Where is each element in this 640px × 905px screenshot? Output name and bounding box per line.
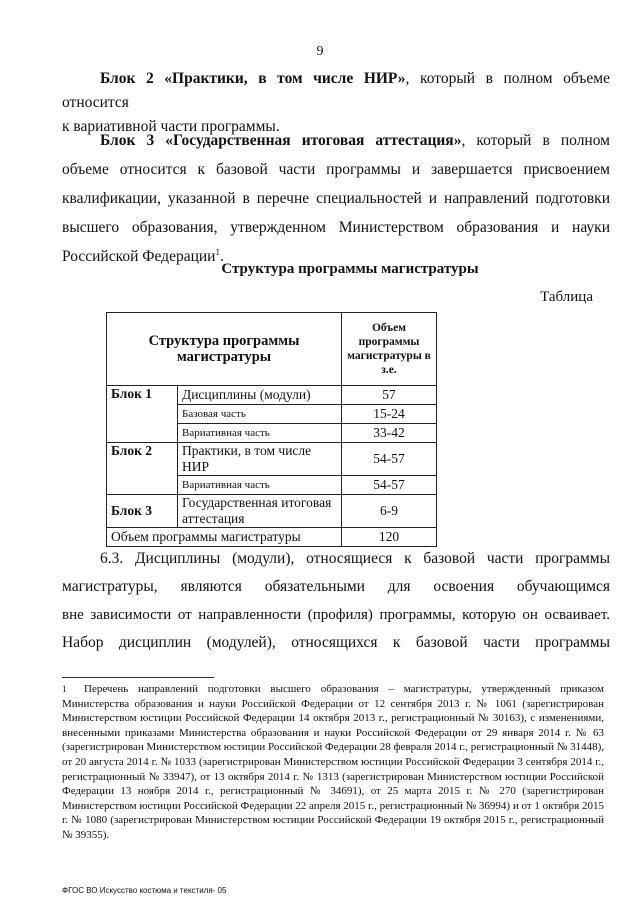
para-6-3-line2: магистратуры, являются обязательными для освоения обучающимся bbox=[62, 578, 610, 595]
table-row bbox=[107, 495, 437, 528]
block3-paragraph bbox=[62, 126, 610, 271]
value-cell: 54-57 bbox=[342, 476, 437, 495]
item-cell: Практики, в том числе НИР bbox=[178, 443, 342, 476]
item-cell: Дисциплины (модули) bbox=[178, 386, 342, 405]
block2-text-line2: к вариативной части программы. bbox=[62, 118, 280, 135]
header-volume: Объем программы магистратуры в з.е. bbox=[342, 313, 437, 386]
value-cell: 6-9 bbox=[342, 495, 437, 528]
table-total-row bbox=[107, 528, 437, 547]
item-cell: Вариативная часть bbox=[178, 424, 342, 443]
item-cell: Базовая часть bbox=[178, 405, 342, 424]
value-cell: 15-24 bbox=[342, 405, 437, 424]
paragraph-6-3 bbox=[62, 545, 610, 657]
para-6-3-line1: 6.3. Дисциплины (модули), относящиеся к базовой части программы bbox=[100, 550, 610, 567]
block2-text-line1: , который в полном объеме относится bbox=[62, 70, 610, 111]
item-cell: Вариативная часть bbox=[178, 476, 342, 495]
block-cell: Блок 1 bbox=[107, 386, 178, 443]
page-number: 9 bbox=[316, 44, 324, 59]
footnote-text: Перечень направлений подготовки высшего образования – магистратуры, утвержденный приказом Министерства образования и науки Российской Федерации от 12 сентября 2013 г. № 1061 (зарегистрирован Министерством юстиции Российской Федерации 14 октября 2013 г., регистрационный № 30163), с изменениями, внесенными приказами Министерства образования и науки Российской Федерации от 29 января 2014 г. № 63 (зарегистрирован Министерством юстиции Российской Федерации 28 февраля 2014 г., регистрационный № 31448), от 20 августа 2014 г. № 1033 (зарегистрирован Министерством юстиции Российской Федерации 3 сентября 2014 г., регистрационный № 33947), от 13 октября 2014 г. № 1313 (зарегистрирован Министерством юстиции Российской Федерации 13 ноября 2014 г., регистрационный № 34691), от 25 марта 2015 г. № 270 (зарегистрирован Министерством юстиции Российской Федерации 22 апреля 2015 г., регистрационный № 36994) и от 1 октября 2015 г. № 1080 (зарегистрирован Министерством юстиции Российской Федерации 19 октября 2015 г., регистрационный № 39355). bbox=[62, 683, 604, 841]
block3-title: Блок 3 «Государственная итоговая аттестация» bbox=[100, 132, 462, 149]
item-cell: Государственная итоговая аттестация bbox=[178, 495, 342, 528]
para-6-3-line3: вне зависимости от направленности (профиля) программы, которую он осваивает. bbox=[62, 607, 610, 623]
table-header-row bbox=[107, 313, 437, 386]
page-footer: ФГОС ВО Искусство костюма и текстиля- 05 bbox=[62, 886, 227, 895]
footnote-divider bbox=[62, 677, 214, 678]
table-label: Таблица bbox=[540, 289, 593, 305]
header-structure: Структура программы магистратуры bbox=[107, 313, 342, 386]
table-row bbox=[107, 443, 437, 476]
table-title: Структура программы магистратуры bbox=[221, 261, 479, 277]
block3-end: . bbox=[219, 248, 224, 265]
block3-text: , который в полном объеме относится к базовой части программы и завершается присвоением квалификации, указанной в перечне специальностей и направлений подготовки высшего образования, утвержденном Министерством образования и науки Российской Федерации bbox=[62, 132, 610, 265]
value-cell: 54-57 bbox=[342, 443, 437, 476]
block-cell: Блок 3 bbox=[107, 495, 178, 528]
footnote-number: 1 bbox=[62, 684, 67, 694]
value-cell: 33-42 bbox=[342, 424, 437, 443]
block-cell: Блок 2 bbox=[107, 443, 178, 495]
block2-title: Блок 2 «Практики, в том числе НИР» bbox=[100, 70, 406, 87]
program-structure-table bbox=[106, 312, 437, 547]
para-6-3-line4: Набор дисциплин (модулей), относящихся к базовой части программы bbox=[62, 634, 610, 651]
footnote-reference[interactable]: 1 bbox=[215, 246, 220, 257]
total-value: 120 bbox=[342, 528, 437, 547]
total-label: Объем программы магистратуры bbox=[107, 528, 342, 547]
table-row bbox=[107, 386, 437, 405]
footnote bbox=[62, 682, 604, 843]
value-cell: 57 bbox=[342, 386, 437, 405]
